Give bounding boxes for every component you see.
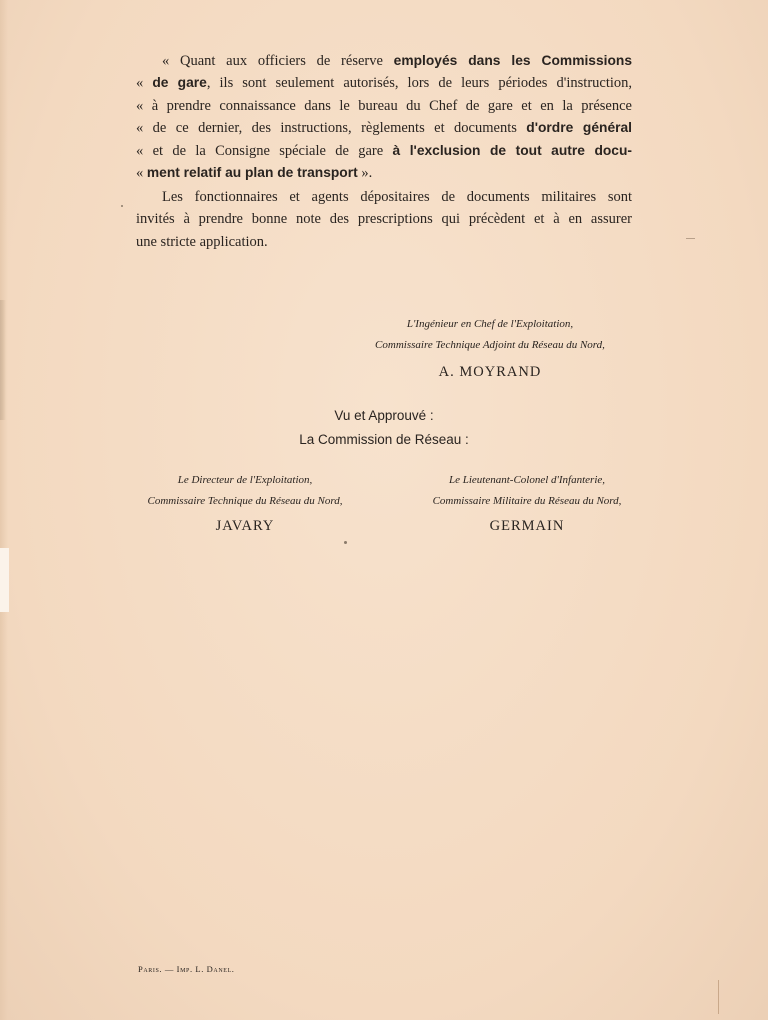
paragraph-quote-line (136, 162, 632, 184)
signature-main-name: A. MOYRAND (438, 364, 542, 380)
signature-right-name: GERMAIN (489, 518, 565, 534)
text-run: , ils sont seulement autorisés, lors de leurs périodes d'instruction, (206, 75, 633, 92)
page-edge-shadow (0, 0, 8, 1020)
paragraph-quote-line (136, 72, 632, 94)
bold-phrase: à l'exclusion de tout autre docu- (392, 142, 633, 158)
bold-phrase: de gare (152, 75, 207, 91)
text-run: « (136, 165, 147, 182)
signature-right-title-line1: Le Lieutenant-Colonel d'Infanterie, (448, 474, 606, 486)
signature-left-title (110, 470, 380, 512)
text-run: « à prendre connaissance dans le bureau du Chef de gare et en la présence (136, 97, 632, 114)
approval-line: Vu et Approuvé : (334, 408, 434, 423)
commission-line: La Commission de Réseau : (299, 432, 469, 447)
paragraph-instructions (136, 186, 632, 253)
bold-phrase: ment relatif au plan de transport (146, 165, 358, 181)
signature-left-name: JAVARY (215, 518, 275, 534)
paragraph-instructions-line: une stricte application. (136, 233, 268, 250)
paragraph-quote-line (136, 140, 632, 162)
paper-edge-mark (718, 980, 719, 1014)
text-run: « Quant aux officiers de réserve (162, 53, 394, 69)
paragraph-quote (136, 50, 632, 184)
signature-left-title-line2: Commissaire Technique du Réseau du Nord, (147, 495, 343, 507)
signature-main-title (340, 314, 640, 356)
signature-left-title-line1: Le Directeur de l'Exploitation, (177, 474, 313, 486)
page-edge-mark (0, 300, 6, 420)
paragraph-instructions-line: Les fonctionnaires et agents dépositaires de documents militaires sont (162, 189, 632, 205)
paragraph-quote-line (136, 117, 632, 139)
text-run: ». (357, 165, 373, 182)
signature-right-title (392, 470, 662, 512)
bold-phrase: employés dans les Commissions (393, 53, 632, 68)
text-run: « (136, 75, 153, 92)
paragraph-instructions-line: invités à prendre bonne note des prescriptions qui précèdent et à en assurer (136, 211, 632, 228)
printer-imprint: Paris. — Imp. L. Danel. (138, 964, 235, 974)
bold-phrase: d'ordre général (526, 120, 632, 136)
paper-speck (344, 541, 347, 544)
paper-scratch (686, 238, 695, 239)
paragraph-quote-line (136, 50, 632, 72)
signature-right-title-line2: Commissaire Militaire du Réseau du Nord, (432, 495, 622, 507)
text-run: « et de la Consigne spéciale de gare (136, 142, 393, 159)
page-edge-tear (0, 548, 9, 612)
paper-speck (121, 205, 123, 207)
signature-main-title-line2: Commissaire Technique Adjoint du Réseau du Nord, (375, 339, 605, 351)
signature-main-title-line1: L'Ingénieur en Chef de l'Exploitation, (406, 318, 574, 330)
paragraph-quote-line (136, 95, 632, 117)
text-run: « de ce dernier, des instructions, règlements et documents (136, 120, 527, 137)
